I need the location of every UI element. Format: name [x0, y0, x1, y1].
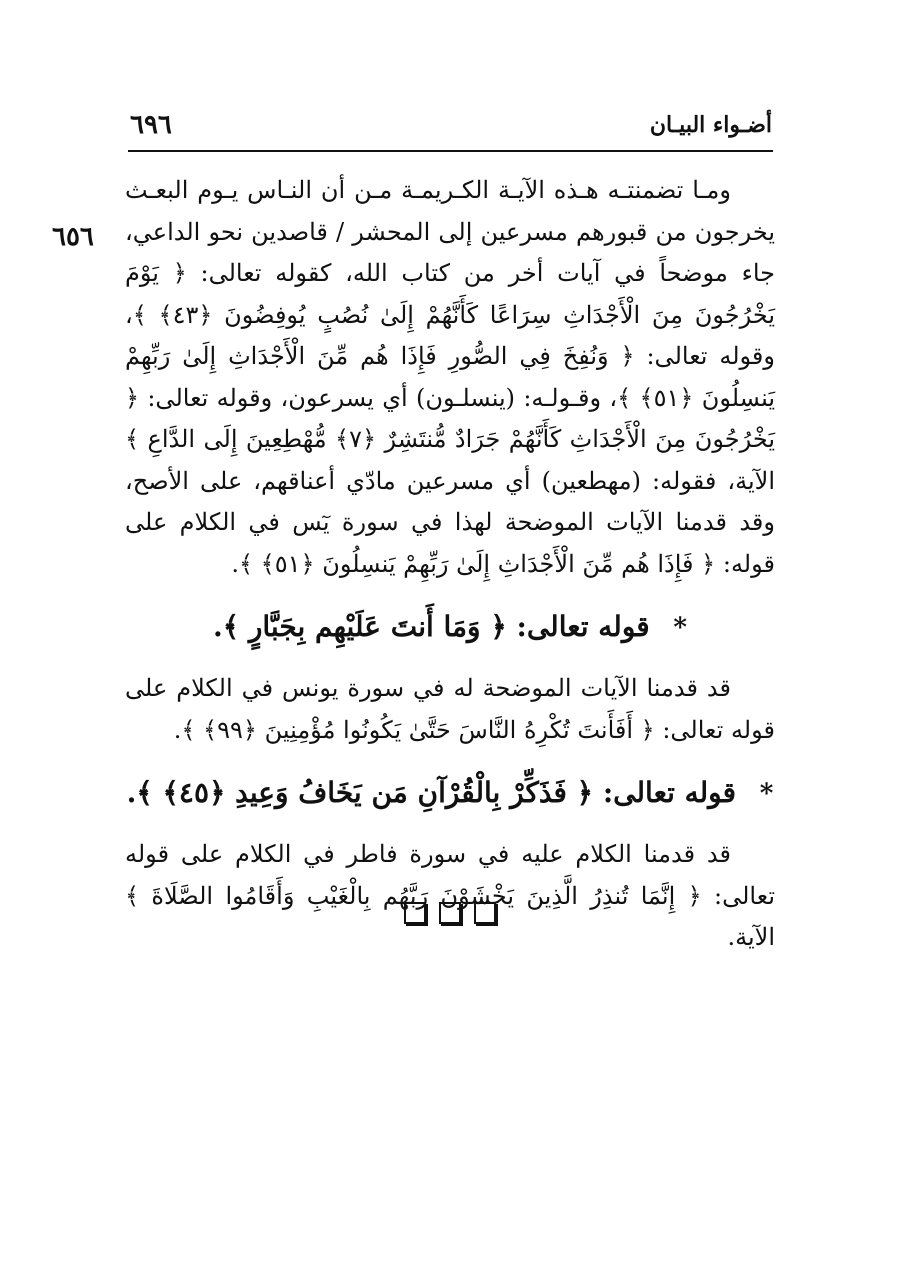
heading-star-marker: *: [759, 779, 774, 809]
paragraph-1: ومـا تضمنتـه هـذه الآيـة الكـريمـة مـن أن النـاس يـوم البعـث يخرجون من قبورهم مسرعين إلى المحشر / قاصدين نحو الداعي، جاء موضحاً في آيات أخر من كتاب الله، كقوله تعالى: ﴿ يَوْمَ يَخْرُجُونَ مِنَ الْأَجْدَاثِ سِرَاعًا كَأَنَّهُمْ إِلَىٰ نُصُبٍ يُوفِضُونَ ﴿٤٣﴾ ﴾، وقوله تعالى: ﴿ وَنُفِخَ فِي الصُّورِ فَإِذَا هُم مِّنَ الْأَجْدَاثِ إِلَىٰ رَبِّهِمْ يَنسِلُونَ ﴿٥١﴾ ﴾، وقـولـه: (ينسلـون) أي يسرعون، وقوله تعالى: ﴿ يَخْرُجُونَ مِنَ الْأَجْدَاثِ كَأَنَّهُمْ جَرَادٌ مُّنتَشِرٌ ﴿٧﴾ مُّهْطِعِينَ إِلَى الدَّاعِ ﴾ الآية، فقوله: (مهطعين) أي مسرعين مادّي أعناقهم، على الأصح، وقد قدمنا الآيات الموضحة لهذا في سورة يٓس في الكلام على قوله: ﴿ فَإِذَا هُم مِّنَ الْأَجْدَاثِ إِلَىٰ رَبِّهِمْ يَنسِلُونَ ﴿٥١﴾ ﴾.: [125, 176, 776, 578]
paragraph-2: قد قدمنا الآيات الموضحة له في سورة يونس في الكلام على قوله تعالى: ﴿ أَفَأَنتَ تُكْرِهُ النَّاسَ حَتَّىٰ يَكُونُوا مُؤْمِنِينَ ﴿٩٩﴾ ﴾.: [125, 674, 775, 744]
section-heading-1: [125, 607, 775, 648]
heading-label: قوله تعالى:: [602, 776, 737, 809]
square-ornament: [439, 902, 461, 924]
heading-label: قوله تعالى:: [516, 610, 650, 643]
page-header: [130, 112, 772, 148]
page-number: ٦٩٦: [130, 110, 172, 140]
page-body: [125, 170, 775, 959]
section-end-ornament: [0, 902, 900, 928]
paragraph-3: قد قدمنا الكلام عليه في سورة فاطر في الكلام على قوله تعالى: ﴿ إِنَّمَا تُنذِرُ الَّذِينَ يَخْشَوْنَ رَبَّهُم بِالْغَيْبِ وَأَقَامُوا الصَّلَاةَ ﴾ الآية.: [125, 840, 775, 951]
heading-verse: ﴿ وَمَا أَنتَ عَلَيْهِم بِجَبَّارٍ ﴾.: [212, 610, 507, 643]
square-ornament: [474, 902, 496, 924]
section-heading-2: [125, 773, 775, 814]
heading-verse: ﴿ فَذَكِّرْ بِالْقُرْآنِ مَن يَخَافُ وَعِيدِ ﴿٤٥﴾ ﴾.: [126, 776, 594, 809]
heading-star-marker: *: [673, 613, 688, 643]
running-title: أضـواء البيـان: [649, 112, 772, 138]
margin-reference-number: ٦٥٦: [52, 222, 94, 252]
header-rule: [128, 150, 773, 152]
square-ornament: [404, 902, 426, 924]
